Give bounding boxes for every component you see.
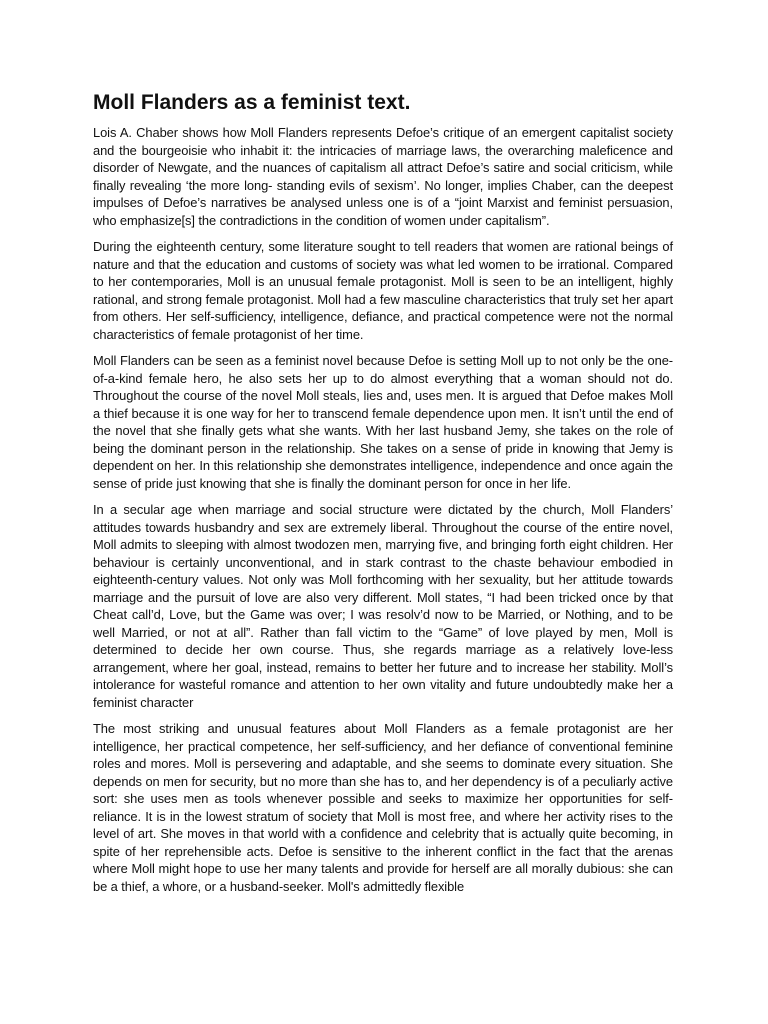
- paragraph-3: Moll Flanders can be seen as a feminist novel because Defoe is setting Moll up to not only be the one-of-a-kind female hero, he also sets her up to do almost everything that a woman should not do. Throughout the course of the novel Moll steals, lies and, uses men. It is argued that Defoe makes Moll a thief because it is one way for her to transcend female dependence upon men. It isn’t until the end of the novel that she finally gets what she wants. With her last husband Jemy, she takes on the role of being the dominant person in the relationship. She takes on a sense of pride in knowing that Jemy is dependent on her. In this relationship she demonstrates intelligence, independence and once again the sense of pride just knowing that she is finally the dominant person for once in her life.: [93, 353, 673, 491]
- document-title: Moll Flanders as a feminist text.: [93, 91, 411, 114]
- paragraph-2: During the eighteenth century, some literature sought to tell readers that women are rational beings of nature and that the education and customs of society was what led women to be irrational. Compared to her contemporaries, Moll is an unusual female protagonist. Moll is seen to be an intelligent, highly rational, and strong female protagonist. Moll had a few masculine characteristics that truly set her apart from others. Her self-sufficiency, intelligence, defiance, and practical competence were not the normal characteristics of female protagonist of her time.: [93, 239, 673, 342]
- paragraph-1: Lois A. Chaber shows how Moll Flanders represents Defoe’s critique of an emergent capitalist society and the bourgeoisie who inhabit it: the intricacies of marriage laws, the overarching maleficence and disorder of Newgate, and the nuances of capitalism all attract Defoe’s satire and social criticism, while finally revealing ‘the more long- standing evils of sexism’. No longer, implies Chaber, can the deepest impulses of Defoe’s narratives be analysed unless one is of a “joint Marxist and feminist persuasion, who emphasize[s] the contradictions in the condition of women under capitalism”.: [93, 125, 673, 228]
- document-page: [93, 88, 673, 904]
- paragraph-4: In a secular age when marriage and social structure were dictated by the church, Moll Flanders’ attitudes towards husbandry and sex are extremely liberal. Throughout the course of the entire novel, Moll admits to sleeping with almost twodozen men, marrying five, and bringing forth eight children. Her behaviour is certainly unconventional, and in stark contrast to the chaste behaviour embodied in eighteenth-century values. Not only was Moll forthcoming with her sexuality, but her attitude towards marriage and the pursuit of love are also very different. Moll states, “I had been tricked once by that Cheat call’d, Love, but the Game was over; I was resolv’d now to be Married, or Nothing, and to be well Married, or not at all”. Rather than fall victim to the “Game” of love played by men, Moll is determined to decide her own course. Thus, she regards marriage as a relatively love-less arrangement, where her goal, instead, remains to better her future and to increase her stability. Moll’s intolerance for wasteful romance and attention to her own vitality and future undoubtedly make her a feminist character: [93, 502, 673, 710]
- paragraph-5: The most striking and unusual features about Moll Flanders as a female protagonist are her intelligence, her practical competence, her self-sufficiency, and her defiance of conventional feminine roles and mores. Moll is persevering and adaptable, and she seems to dominate every situation. She depends on men for security, but no more than she has to, and her dependency is of a peculiarly active sort: she uses men as tools whenever possible and seeks to maximize her opportunities for self-reliance. It is in the lowest stratum of society that Moll is most free, and where her activity rises to the level of art. She moves in that world with a confidence and celebrity that is actually quite becoming, in spite of her reprehensible acts. Defoe is sensitive to the inherent conflict in the fact that the arenas where Moll might hope to use her many talents and provide for herself are all morally dubious: she can be a thief, a whore, or a husband-seeker. Moll's admittedly flexible: [93, 721, 673, 894]
